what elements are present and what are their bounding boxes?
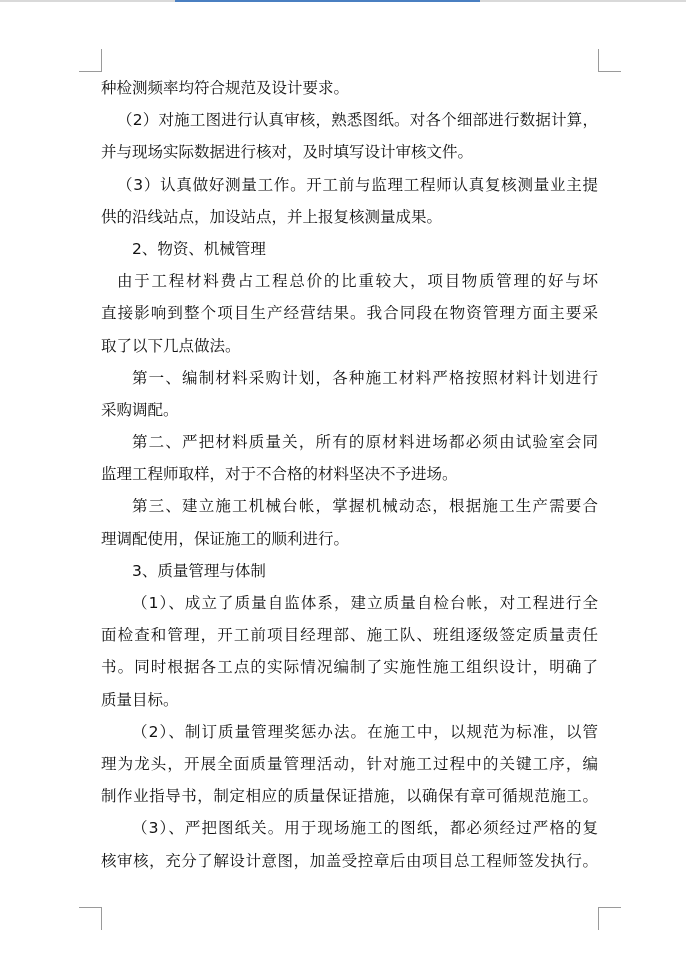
text-line: （2）、制订质量管理奖惩办法。在施工中，以规范为标准，以管 [132,722,598,741]
text-line: 供的沿线站点，加设站点，并上报复核测量成果。 [101,207,443,226]
text-line: 直接影响到整个项目生产经营结果。我合同段在物资管理方面主要采 [101,304,598,323]
text-line: 第三、建立施工机械台帐，掌握机械动态，根据施工生产需要合 [132,497,598,516]
section-heading: 3、质量管理与体制 [132,561,266,580]
top-ruler-bar [0,0,686,2]
text-line: （3）、严把图纸关。用于现场施工的图纸，都必须经过严格的复 [132,819,598,838]
margin-corner-bottom-left [79,907,102,930]
text-line: 并与现场实际数据进行核对，及时填写设计审核文件。 [101,143,474,162]
text-line: 面检查和管理，开工前项目经理部、施工队、班组逐级签定质量责任 [101,626,598,645]
margin-corner-bottom-right [598,907,621,930]
text-line: 质量目标。 [101,690,179,709]
text-line: 采购调配。 [101,400,179,419]
text-line: 理调配使用，保证施工的顺利进行。 [101,529,350,548]
text-line: 由于工程材料费占工程总价的比重较大，项目物质管理的好与坏 [117,272,598,291]
text-line: 第二、严把材料质量关，所有的原材料进场都必须由试验室会同 [132,433,598,452]
text-line: 取了以下几点做法。 [101,336,241,355]
text-line: 第一、编制材料采购计划，各种施工材料严格按照材料计划进行 [132,368,598,387]
margin-corner-top-right [598,49,621,72]
text-line: （2）对施工图进行认真审核，熟悉图纸。对各个细部进行数据计算， [117,111,598,130]
text-line: 书。同时根据各工点的实际情况编制了实施性施工组织设计，明确了 [101,658,598,677]
text-line: 理为龙头，开展全面质量管理活动，针对施工过程中的关键工序，编 [101,754,598,773]
text-line: 制作业指导书，制定相应的质量保证措施，以确保有章可循规范施工。 [101,787,598,806]
text-line: 核审核，充分了解设计意图，加盖受控章后由项目总工程师签发执行。 [101,851,598,870]
document-body[interactable] [101,72,598,877]
text-line: 监理工程师取样，对于不合格的材料坚决不予进场。 [101,465,458,484]
text-line: （1）、成立了质量自监体系，建立质量自检台帐，对工程进行全 [132,594,598,612]
text-line: 种检测频率均符合规范及设计要求。 [101,79,350,97]
margin-corner-top-left [79,49,102,72]
section-heading: 2、物资、机械管理 [132,239,266,258]
top-ruler-accent [175,0,480,2]
text-line: （3）认真做好测量工作。开工前与监理工程师认真复核测量业主提 [117,175,598,194]
